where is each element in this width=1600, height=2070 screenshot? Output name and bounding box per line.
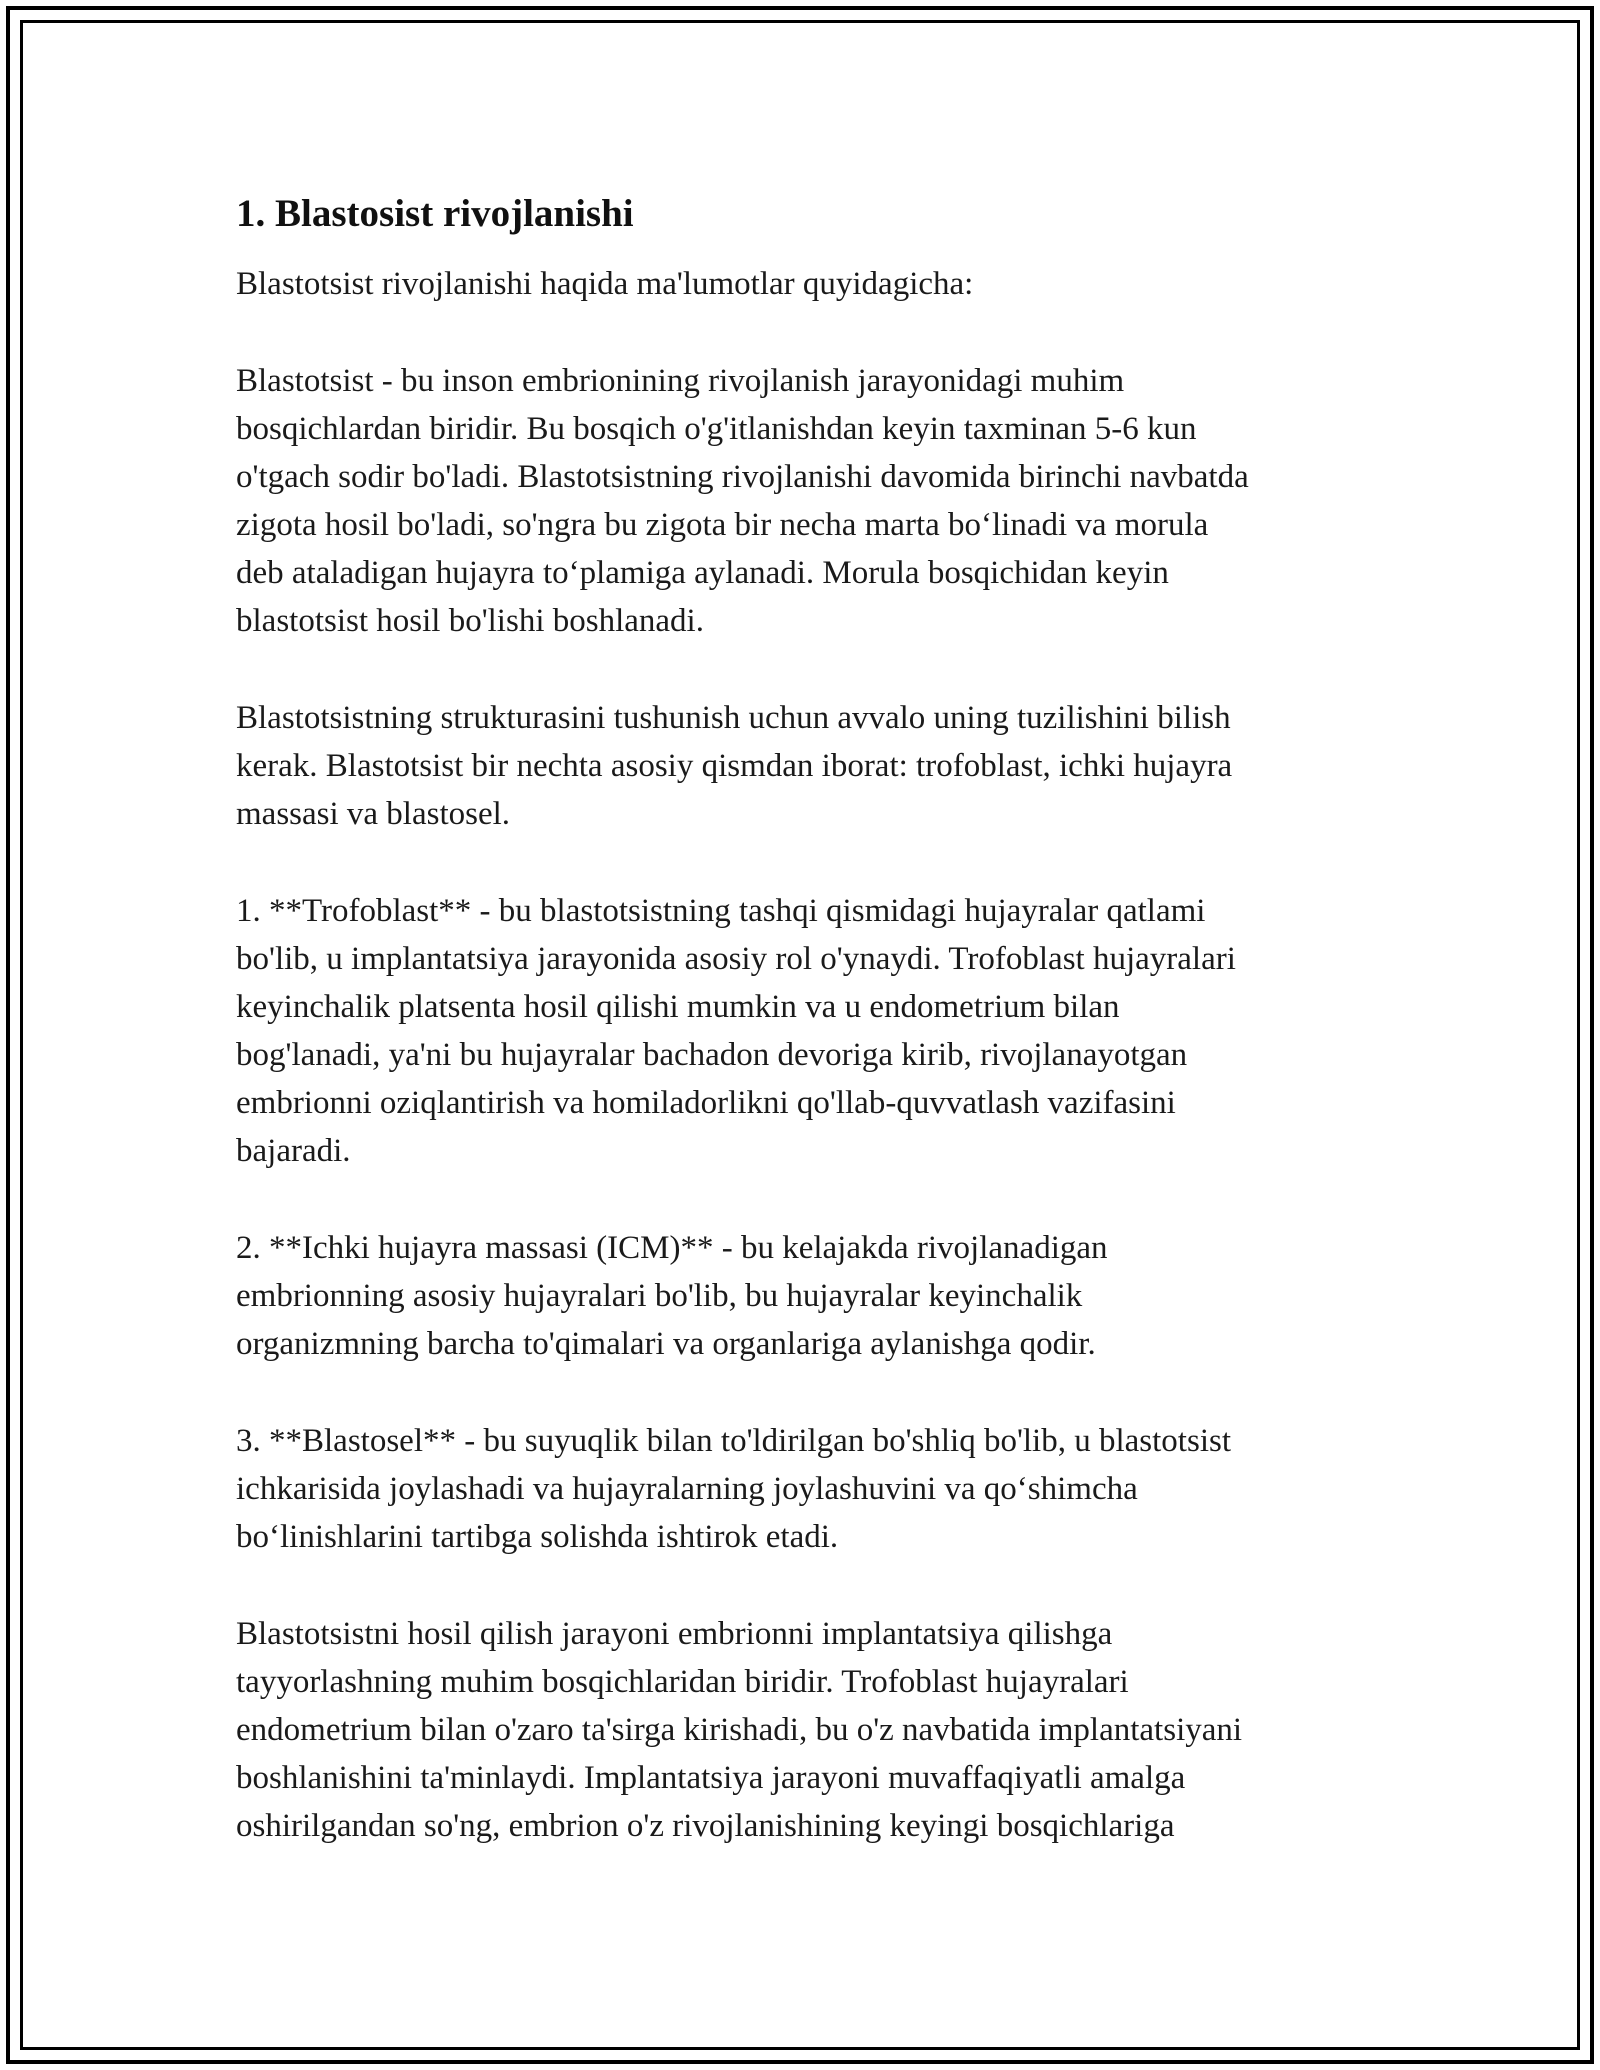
- text-line: embrionni oziqlantirish va homiladorlikni qo'llab-quvvatlash vazifasini: [236, 1085, 1176, 1121]
- text-line: bo'lib, u implantatsiya jarayonida asosiy rol o'ynaydi. Trofoblast hujayralari: [236, 941, 1236, 977]
- document-body: [236, 186, 1396, 1899]
- text-line: 2. **Ichki hujayra massasi (ICM)** - bu kelajakda rivojlanadigan: [236, 1230, 1108, 1266]
- text-line: kerak. Blastotsist bir nechta asosiy qismdan iborat: trofoblast, ichki hujayra: [236, 748, 1233, 784]
- blastosel-paragraph: [236, 1417, 1396, 1561]
- text-line: Blastotsist rivojlanishi haqida ma'lumotlar quyidagicha:: [236, 266, 974, 302]
- trofoblast-paragraph: [236, 887, 1396, 1175]
- implantation-paragraph: [236, 1610, 1396, 1850]
- icm-paragraph: [236, 1224, 1396, 1368]
- text-line: Blastotsist - bu inson embrionining rivojlanish jarayonidagi muhim: [236, 363, 1125, 399]
- text-line: massasi va blastosel.: [236, 796, 511, 832]
- text-line: tayyorlashning muhim bosqichlaridan biridir. Trofoblast hujayralari: [236, 1664, 1129, 1700]
- text-line: deb ataladigan hujayra to‘plamiga aylanadi. Morula bosqichidan keyin: [236, 555, 1169, 591]
- intro-paragraph: [236, 260, 1396, 308]
- text-line: boshlanishini ta'minlaydi. Implantatsiya jarayoni muvaffaqiyatli amalga: [236, 1760, 1186, 1796]
- text-line: Blastotsistning strukturasini tushunish uchun avvalo uning tuzilishini bilish: [236, 700, 1231, 736]
- text-line: oshirilgandan so'ng, embrion o'z rivojlanishining keyingi bosqichlariga: [236, 1808, 1175, 1844]
- text-line: zigota hosil bo'ladi, so'ngra bu zigota bir necha marta bo‘linadi va morula: [236, 507, 1209, 543]
- text-line: o'tgach sodir bo'ladi. Blastotsistning rivojlanishi davomida birinchi navbatda: [236, 459, 1249, 495]
- text-line: 1. **Trofoblast** - bu blastotsistning tashqi qismidagi hujayralar qatlami: [236, 893, 1206, 929]
- structure-paragraph: [236, 694, 1396, 838]
- text-line: bog'lanadi, ya'ni bu hujayralar bachadon devoriga kirib, rivojlanayotgan: [236, 1037, 1188, 1073]
- text-line: keyinchalik platsenta hosil qilishi mumkin va u endometrium bilan: [236, 989, 1120, 1025]
- text-line: bo‘linishlarini tartibga solishda ishtirok etadi.: [236, 1519, 839, 1555]
- text-line: bosqichlardan biridir. Bu bosqich o'g'itlanishdan keyin taxminan 5-6 kun: [236, 411, 1197, 447]
- text-line: 3. **Blastosel** - bu suyuqlik bilan to'ldirilgan bo'shliq bo'lib, u blastotsist: [236, 1423, 1231, 1459]
- text-line: bajaradi.: [236, 1133, 351, 1169]
- text-line: endometrium bilan o'zaro ta'sirga kirishadi, bu o'z navbatida implantatsiyani: [236, 1712, 1243, 1748]
- document-title: 1. Blastosist rivojlanishi: [236, 192, 634, 235]
- definition-paragraph: [236, 357, 1396, 645]
- text-line: embrionning asosiy hujayralari bo'lib, bu hujayralar keyinchalik: [236, 1278, 1083, 1314]
- text-line: Blastotsistni hosil qilish jarayoni embrionni implantatsiya qilishga: [236, 1616, 1113, 1652]
- text-line: blastotsist hosil bo'lishi boshlanadi.: [236, 603, 704, 639]
- text-line: organizmning barcha to'qimalari va organlariga aylanishga qodir.: [236, 1326, 1096, 1362]
- text-line: ichkarisida joylashadi va hujayralarning joylashuvini va qo‘shimcha: [236, 1471, 1138, 1507]
